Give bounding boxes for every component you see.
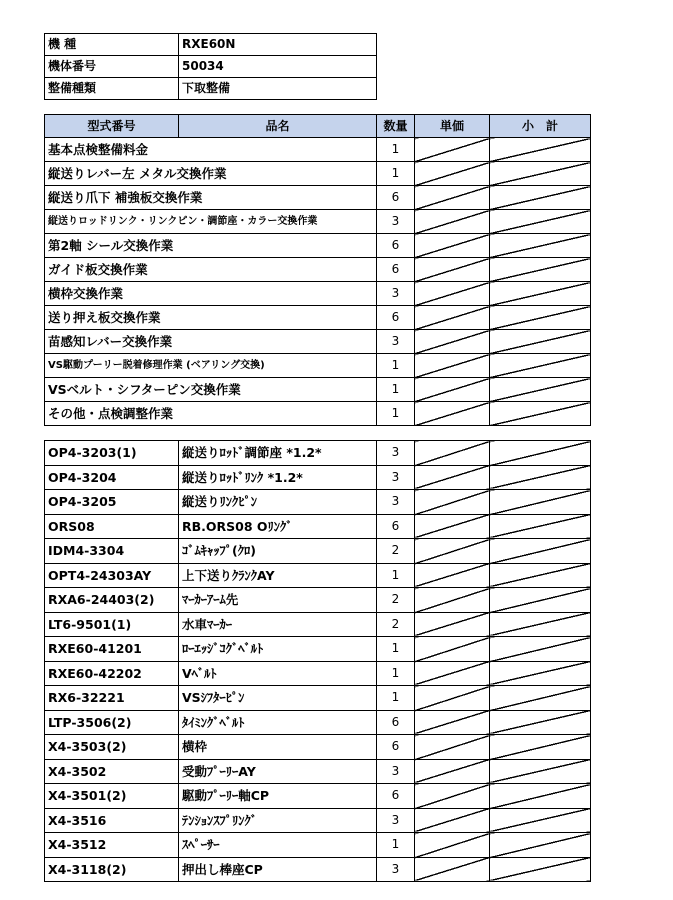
header-unit-price: 単価 (415, 115, 490, 138)
part-code: RXA6-24403(2) (45, 588, 179, 613)
part-name: RB.ORS08 Oﾘﾝｸﾞ (179, 514, 377, 539)
unit-price-cell-crossed (415, 162, 490, 186)
work-item-name: 縦送りレバー左 メタル交換作業 (45, 162, 377, 186)
unit-price-cell-crossed (415, 735, 490, 760)
part-row (45, 612, 591, 637)
part-code: X4-3512 (45, 833, 179, 858)
part-name: 縦送りﾛｯﾄﾞﾘﾝｸ *1.2* (179, 465, 377, 490)
info-label: 機 種 (45, 34, 179, 56)
part-row (45, 735, 591, 760)
part-name: 水車ﾏｰｶｰ (179, 612, 377, 637)
part-code: LT6-9501(1) (45, 612, 179, 637)
subtotal-cell-crossed (490, 784, 591, 809)
part-code: IDM4-3304 (45, 539, 179, 564)
unit-price-cell-crossed (415, 833, 490, 858)
unit-price-cell-crossed (415, 759, 490, 784)
part-name: 縦送りﾛｯﾄﾞ調節座 *1.2* (179, 441, 377, 466)
info-value: RXE60N (179, 34, 377, 56)
work-row (45, 402, 591, 426)
subtotal-cell-crossed (490, 735, 591, 760)
part-code: X4-3503(2) (45, 735, 179, 760)
part-row (45, 784, 591, 809)
work-item-quantity: 1 (377, 402, 415, 426)
header-model-number: 型式番号 (45, 115, 179, 138)
part-quantity: 6 (377, 514, 415, 539)
part-name: 受動ﾌﾟｰﾘｰAY (179, 759, 377, 784)
part-code: RX6-32221 (45, 686, 179, 711)
part-quantity: 2 (377, 539, 415, 564)
part-row (45, 588, 591, 613)
subtotal-cell-crossed (490, 441, 591, 466)
work-row (45, 282, 591, 306)
subtotal-cell-crossed (490, 686, 591, 711)
part-code: X4-3502 (45, 759, 179, 784)
part-row (45, 465, 591, 490)
part-name: Vﾍﾞﾙﾄ (179, 661, 377, 686)
part-quantity: 3 (377, 441, 415, 466)
unit-price-cell-crossed (415, 441, 490, 466)
subtotal-cell-crossed (490, 378, 591, 402)
work-item-name: 送り押え板交換作業 (45, 306, 377, 330)
work-item-quantity: 6 (377, 258, 415, 282)
part-name: ﾀｲﾐﾝｸﾞﾍﾞﾙﾄ (179, 710, 377, 735)
work-item-name: その他・点検調整作業 (45, 402, 377, 426)
work-row (45, 234, 591, 258)
work-item-quantity: 3 (377, 330, 415, 354)
part-row (45, 539, 591, 564)
part-row (45, 514, 591, 539)
unit-price-cell-crossed (415, 857, 490, 882)
subtotal-cell-crossed (490, 857, 591, 882)
part-row (45, 441, 591, 466)
unit-price-cell-crossed (415, 612, 490, 637)
unit-price-cell-crossed (415, 330, 490, 354)
info-row (45, 34, 377, 56)
part-quantity: 3 (377, 808, 415, 833)
unit-price-cell-crossed (415, 514, 490, 539)
part-name: 駆動ﾌﾟｰﾘｰ軸CP (179, 784, 377, 809)
part-quantity: 1 (377, 637, 415, 662)
unit-price-cell-crossed (415, 490, 490, 515)
part-row (45, 637, 591, 662)
work-item-name: ガイド板交換作業 (45, 258, 377, 282)
subtotal-cell-crossed (490, 210, 591, 234)
unit-price-cell-crossed (415, 808, 490, 833)
subtotal-cell-crossed (490, 808, 591, 833)
unit-price-cell-crossed (415, 710, 490, 735)
work-item-quantity: 3 (377, 282, 415, 306)
subtotal-cell-crossed (490, 138, 591, 162)
part-name: ﾛｰｴｯｼﾞｺｸﾞﾍﾞﾙﾄ (179, 637, 377, 662)
unit-price-cell-crossed (415, 378, 490, 402)
part-name: VSｼﾌﾀｰﾋﾟﾝ (179, 686, 377, 711)
subtotal-cell-crossed (490, 710, 591, 735)
header-item-name: 品名 (179, 115, 377, 138)
subtotal-cell-crossed (490, 306, 591, 330)
part-row (45, 759, 591, 784)
machine-info-table (44, 33, 377, 100)
work-row (45, 330, 591, 354)
work-header-row (45, 115, 591, 138)
part-code: LTP-3506(2) (45, 710, 179, 735)
work-items-table (44, 114, 591, 426)
subtotal-cell-crossed (490, 465, 591, 490)
header-quantity: 数量 (377, 115, 415, 138)
subtotal-cell-crossed (490, 661, 591, 686)
work-item-name: 縦送りロッドリンク・リンクピン・調節座・カラー交換作業 (45, 210, 377, 234)
part-row (45, 563, 591, 588)
subtotal-cell-crossed (490, 637, 591, 662)
unit-price-cell-crossed (415, 306, 490, 330)
subtotal-cell-crossed (490, 258, 591, 282)
subtotal-cell-crossed (490, 833, 591, 858)
part-quantity: 6 (377, 784, 415, 809)
part-quantity: 3 (377, 857, 415, 882)
work-row (45, 138, 591, 162)
work-item-name: 第2軸 シール交換作業 (45, 234, 377, 258)
part-name: ﾏｰｶｰｱｰﾑ先 (179, 588, 377, 613)
part-name: ﾃﾝｼｮﾝｽﾌﾟﾘﾝｸﾞ (179, 808, 377, 833)
parts-table (44, 440, 591, 882)
part-row (45, 833, 591, 858)
unit-price-cell-crossed (415, 402, 490, 426)
part-code: X4-3118(2) (45, 857, 179, 882)
subtotal-cell-crossed (490, 330, 591, 354)
part-quantity: 1 (377, 661, 415, 686)
unit-price-cell-crossed (415, 661, 490, 686)
subtotal-cell-crossed (490, 282, 591, 306)
subtotal-cell-crossed (490, 759, 591, 784)
subtotal-cell-crossed (490, 563, 591, 588)
part-name: ｽﾍﾟｰｻｰ (179, 833, 377, 858)
part-quantity: 3 (377, 759, 415, 784)
part-code: RXE60-41201 (45, 637, 179, 662)
part-quantity: 2 (377, 588, 415, 613)
work-item-name: 苗感知レバー交換作業 (45, 330, 377, 354)
subtotal-cell-crossed (490, 514, 591, 539)
part-code: OP4-3205 (45, 490, 179, 515)
work-item-quantity: 1 (377, 354, 415, 378)
unit-price-cell-crossed (415, 258, 490, 282)
part-quantity: 6 (377, 710, 415, 735)
work-item-quantity: 1 (377, 138, 415, 162)
part-quantity: 1 (377, 686, 415, 711)
part-row (45, 661, 591, 686)
part-code: RXE60-42202 (45, 661, 179, 686)
info-value: 50034 (179, 56, 377, 78)
part-quantity: 3 (377, 465, 415, 490)
part-code: X4-3501(2) (45, 784, 179, 809)
part-quantity: 6 (377, 735, 415, 760)
unit-price-cell-crossed (415, 686, 490, 711)
work-item-name: 縦送り爪下 補強板交換作業 (45, 186, 377, 210)
subtotal-cell-crossed (490, 402, 591, 426)
work-item-quantity: 1 (377, 378, 415, 402)
unit-price-cell-crossed (415, 588, 490, 613)
unit-price-cell-crossed (415, 784, 490, 809)
subtotal-cell-crossed (490, 490, 591, 515)
info-row (45, 56, 377, 78)
work-item-name: VSベルト・シフターピン交換作業 (45, 378, 377, 402)
work-item-quantity: 3 (377, 210, 415, 234)
work-row (45, 258, 591, 282)
unit-price-cell-crossed (415, 354, 490, 378)
part-code: OP4-3204 (45, 465, 179, 490)
part-name: 横枠 (179, 735, 377, 760)
part-name: 押出し棒座CP (179, 857, 377, 882)
work-row (45, 306, 591, 330)
part-name: 上下送りｸﾗﾝｸAY (179, 563, 377, 588)
work-item-quantity: 1 (377, 162, 415, 186)
subtotal-cell-crossed (490, 612, 591, 637)
part-name: ｺﾞﾑｷｬｯﾌﾟ(ｸﾛ) (179, 539, 377, 564)
part-quantity: 1 (377, 833, 415, 858)
part-row (45, 808, 591, 833)
unit-price-cell-crossed (415, 539, 490, 564)
info-row (45, 78, 377, 100)
subtotal-cell-crossed (490, 162, 591, 186)
part-name: 縦送りﾘﾝｸﾋﾟﾝ (179, 490, 377, 515)
info-label: 機体番号 (45, 56, 179, 78)
work-row (45, 378, 591, 402)
part-quantity: 2 (377, 612, 415, 637)
unit-price-cell-crossed (415, 186, 490, 210)
subtotal-cell-crossed (490, 354, 591, 378)
info-value: 下取整備 (179, 78, 377, 100)
part-row (45, 490, 591, 515)
work-item-quantity: 6 (377, 306, 415, 330)
work-item-name: 横枠交換作業 (45, 282, 377, 306)
work-item-name: VS駆動プーリー脱着修理作業 (ベアリング交換) (45, 354, 377, 378)
work-item-quantity: 6 (377, 186, 415, 210)
work-item-quantity: 6 (377, 234, 415, 258)
part-quantity: 3 (377, 490, 415, 515)
part-code: ORS08 (45, 514, 179, 539)
part-row (45, 686, 591, 711)
part-row (45, 857, 591, 882)
unit-price-cell-crossed (415, 637, 490, 662)
unit-price-cell-crossed (415, 138, 490, 162)
work-row (45, 186, 591, 210)
header-subtotal: 小 計 (490, 115, 591, 138)
unit-price-cell-crossed (415, 210, 490, 234)
unit-price-cell-crossed (415, 282, 490, 306)
work-item-name: 基本点検整備料金 (45, 138, 377, 162)
part-code: OP4-3203(1) (45, 441, 179, 466)
info-label: 整備種類 (45, 78, 179, 100)
work-row (45, 354, 591, 378)
subtotal-cell-crossed (490, 234, 591, 258)
work-row (45, 162, 591, 186)
part-row (45, 710, 591, 735)
unit-price-cell-crossed (415, 563, 490, 588)
unit-price-cell-crossed (415, 465, 490, 490)
part-quantity: 1 (377, 563, 415, 588)
subtotal-cell-crossed (490, 186, 591, 210)
unit-price-cell-crossed (415, 234, 490, 258)
subtotal-cell-crossed (490, 588, 591, 613)
subtotal-cell-crossed (490, 539, 591, 564)
work-row (45, 210, 591, 234)
part-code: OPT4-24303AY (45, 563, 179, 588)
part-code: X4-3516 (45, 808, 179, 833)
